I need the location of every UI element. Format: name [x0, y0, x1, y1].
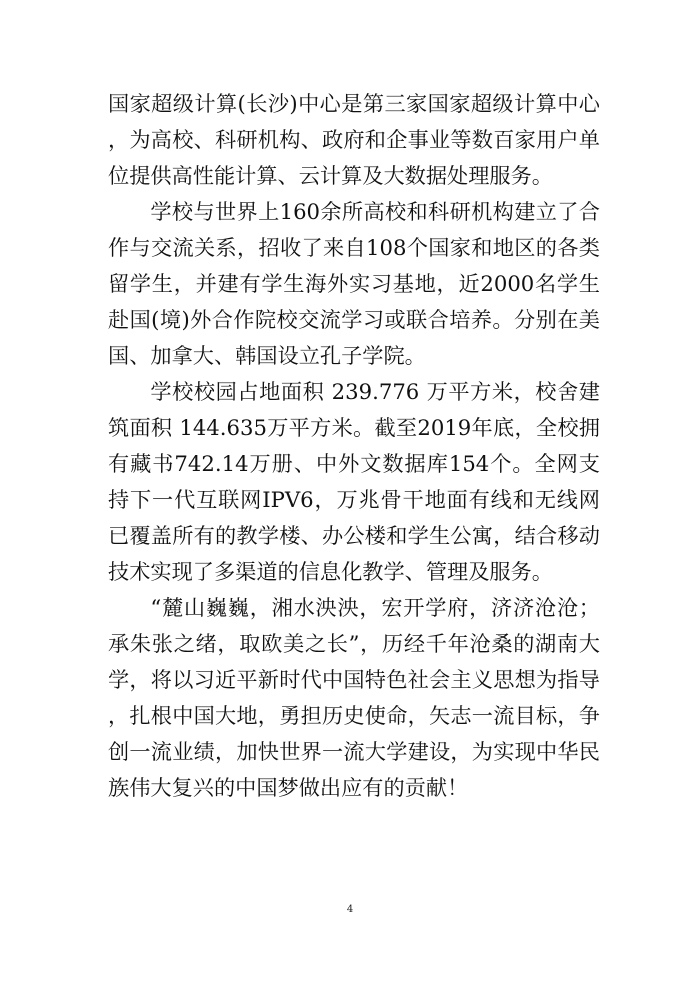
paragraph-campus-facilities: 学校校园占地面积 239.776 万平方米，校舍建筑面积 144.635万平方米。截至2019年底，全校拥有藏书742.14万册、中外文数据库154个。全网支持下一代互联网IPV6，万兆骨干地面有线和无线网已覆盖所有的教学楼、办公楼和学生公寓，结合移动技术实现了多渠道的信息化教学、管理及服务。	[108, 379, 600, 584]
paragraph-university-vision: “麓山巍巍，湘水泱泱，宏开学府，济济沧沧；承朱张之绪，取欧美之长”，历经千年沧桑的湖南大学，将以习近平新时代中国特色社会主义思想为指导，扎根中国大地，勇担历史使命，矢志一流目标，争创一流业绩，加快世界一流大学建设，为实现中华民族伟大复兴的中国梦做出应有的贡献！	[108, 595, 600, 800]
document-body	[108, 86, 600, 806]
paragraph-international-cooperation: 学校与世界上160余所高校和科研机构建立了合作与交流关系，招收了来自108个国家和地区的各类留学生，并建有学生海外实习基地，近2000名学生赴国(境)外合作院校交流学习或联合培养。分别在美国、加拿大、韩国设立孔子学院。	[108, 199, 600, 368]
paragraph-supercomputing-center: 国家超级计算(长沙)中心是第三家国家超级计算中心，为高校、科研机构、政府和企事业等数百家用户单位提供高性能计算、云计算及大数据处理服务。	[108, 91, 600, 188]
page-number: 4	[346, 904, 354, 915]
